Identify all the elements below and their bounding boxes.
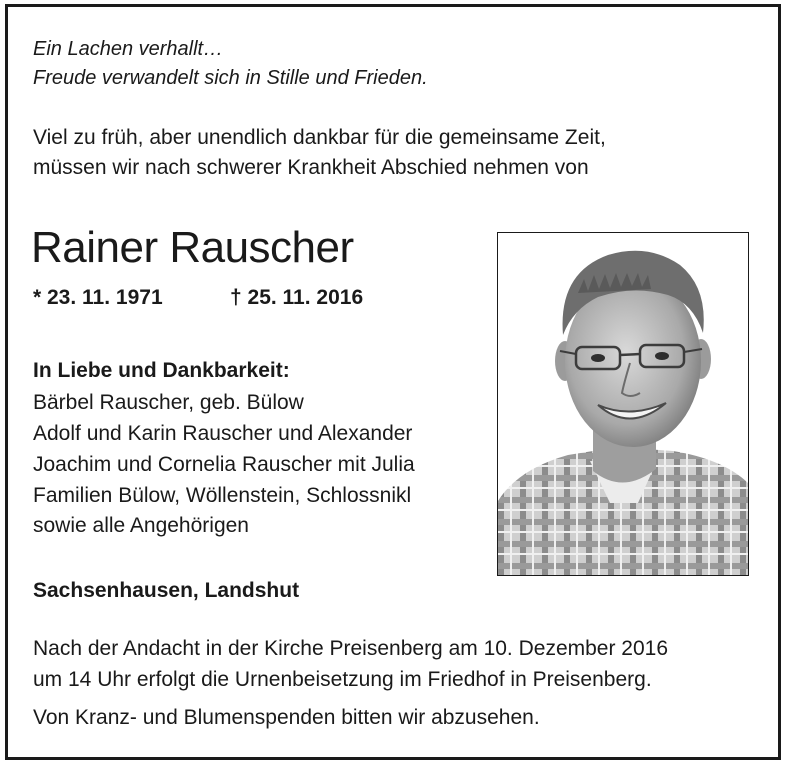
mourners-heading: In Liebe und Dankbarkeit:	[33, 359, 290, 382]
poem-line-1: Ein Lachen verhallt…	[33, 38, 224, 60]
mourner-line: Adolf und Karin Rauscher und Alexander	[33, 422, 413, 445]
deceased-name: Rainer Rauscher	[31, 223, 354, 272]
mourner-line: Bärbel Rauscher, geb. Bülow	[33, 391, 304, 414]
notice-line-3: Von Kranz- und Blumenspenden bitten wir abzusehen.	[33, 706, 540, 729]
notice-line-1: Nach der Andacht in der Kirche Preisenberg am 10. Dezember 2016	[33, 637, 669, 660]
intro-line-1: Viel zu früh, aber unendlich dankbar für die gemeinsame Zeit,	[33, 126, 606, 149]
place-line: Sachsenhausen, Landshut	[33, 579, 300, 602]
mourner-line: Familien Bülow, Wöllenstein, Schlossnikl	[33, 484, 412, 507]
birth-date: * 23. 11. 1971	[33, 286, 163, 309]
poem-line-2: Freude verwandelt sich in Stille und Frieden.	[33, 67, 428, 89]
notice-line-2: um 14 Uhr erfolgt die Urnenbeisetzung im Friedhof in Preisenberg.	[33, 668, 652, 691]
death-date: † 25. 11. 2016	[230, 286, 364, 309]
intro-line-2: müssen wir nach schwerer Krankheit Abschied nehmen von	[33, 156, 589, 179]
mourner-line: sowie alle Angehörigen	[33, 514, 249, 537]
portrait-photo	[497, 232, 749, 576]
mourner-line: Joachim und Cornelia Rauscher mit Julia	[33, 453, 415, 476]
